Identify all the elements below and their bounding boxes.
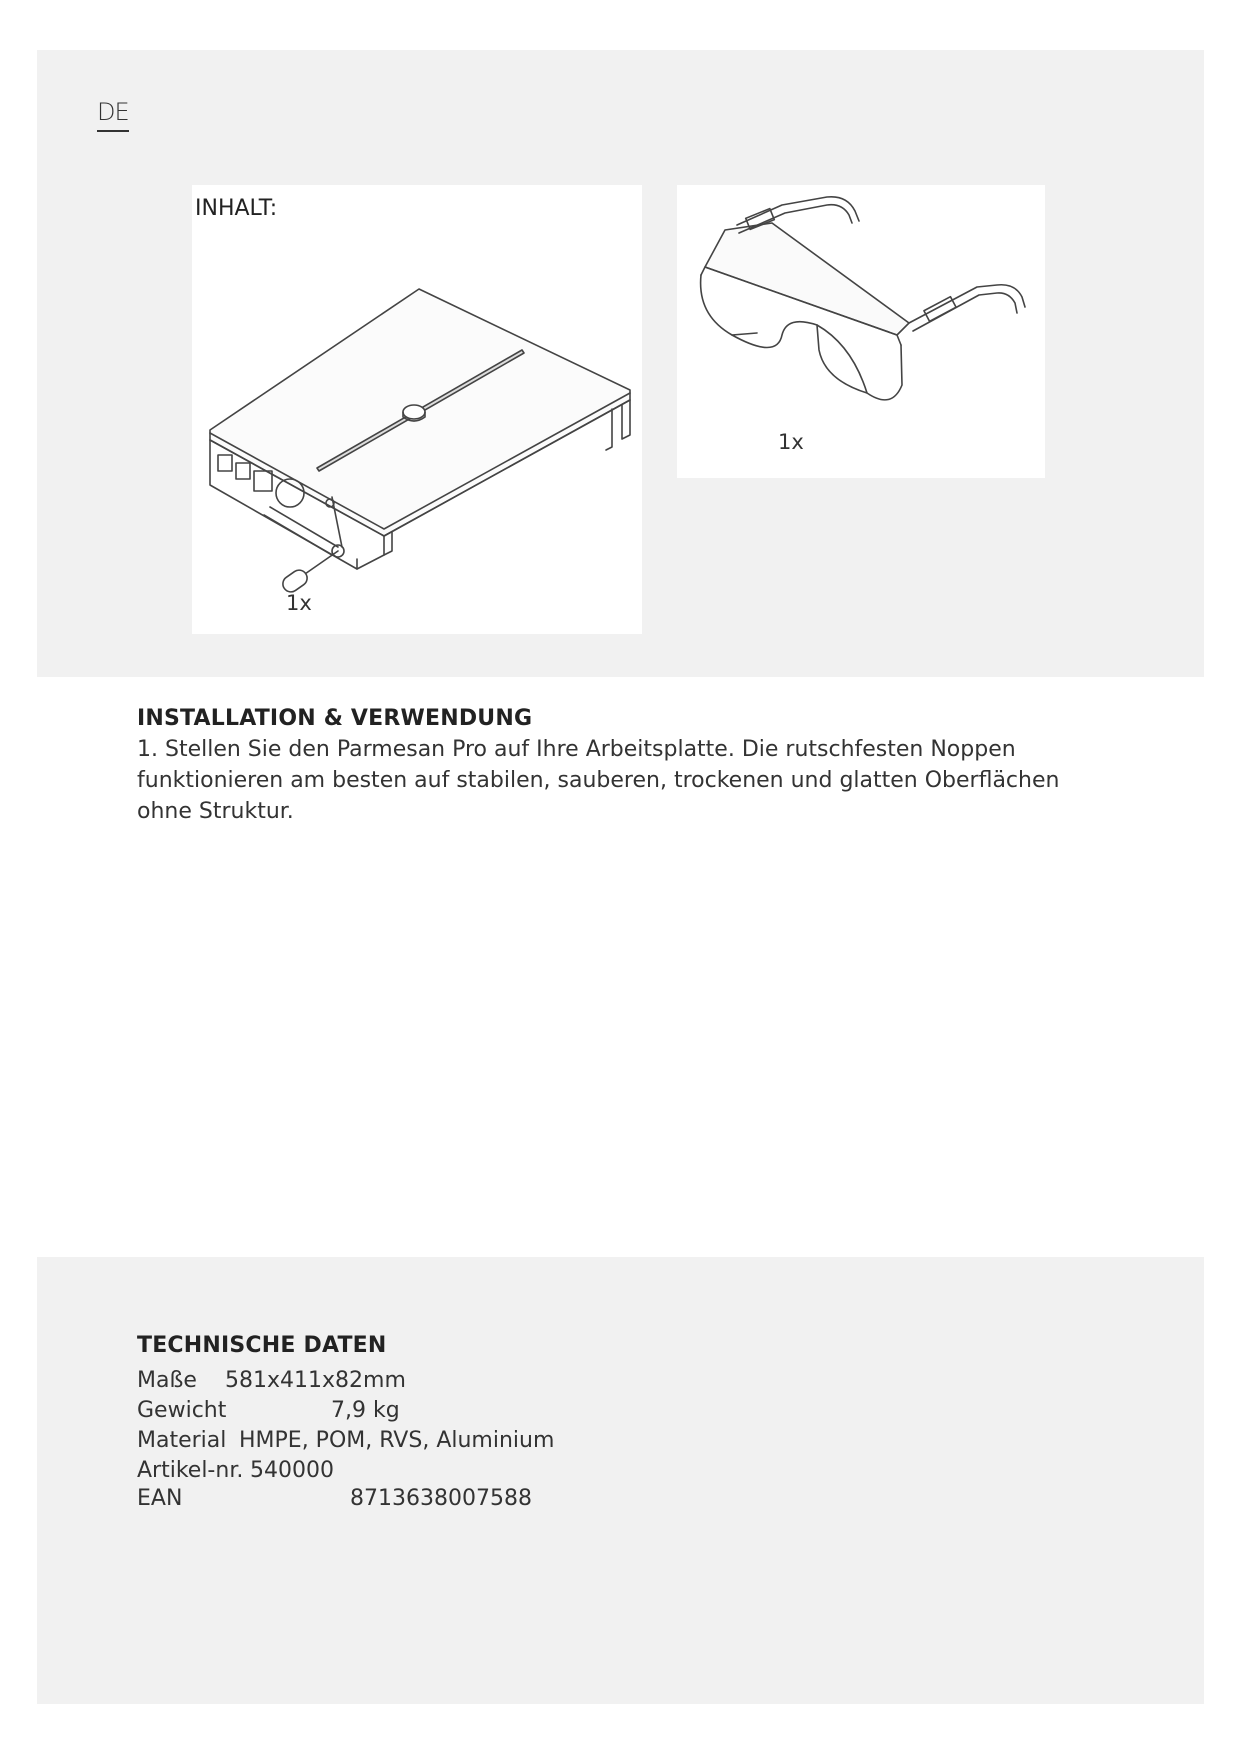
spec-label-article-number: Artikel-nr. [137, 1458, 244, 1483]
installation-step-1: 1. Stellen Sie den Parmesan Pro auf Ihre Arbeitsplatte. Die rutschfesten Noppen funktionieren am besten auf stabilen, sauberen, trockenen und glatten Oberflächen ohne Struktur. [137, 737, 1060, 824]
safety-goggles-illustration [677, 185, 1045, 478]
spec-value-article-number: 540000 [250, 1458, 334, 1483]
spec-value-ean: 8713638007588 [350, 1486, 532, 1511]
technical-data-heading: TECHNISCHE DATEN [137, 1333, 387, 1358]
spec-label-weight: Gewicht [137, 1398, 227, 1423]
installation-heading: INSTALLATION & VERWENDUNG [137, 706, 533, 731]
contents-heading: INHALT: [195, 196, 278, 221]
spec-label-dimensions: Maße [137, 1368, 197, 1393]
spec-value-material: HMPE, POM, RVS, Aluminium [239, 1428, 555, 1453]
spec-label-ean: EAN [137, 1486, 183, 1511]
parmesan-machine-illustration [192, 185, 642, 634]
spec-label-material: Material [137, 1428, 227, 1453]
goggles-quantity: 1x [778, 430, 804, 454]
language-label: DE [97, 98, 129, 126]
machine-quantity: 1x [286, 591, 312, 615]
spec-value-weight: 7,9 kg [331, 1398, 400, 1423]
spec-value-dimensions: 581x411x82mm [225, 1368, 406, 1393]
language-underline [97, 130, 129, 132]
